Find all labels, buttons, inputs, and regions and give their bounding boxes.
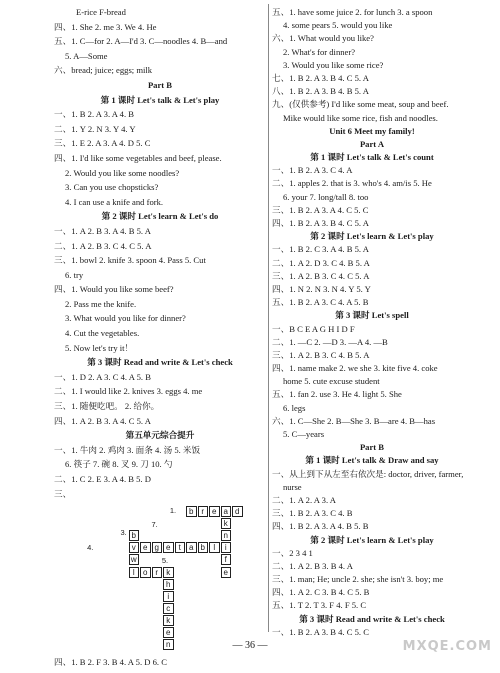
answer-line: home 5. cute excuse student	[283, 376, 380, 387]
watermark-logo: MXQE.COM	[402, 639, 492, 655]
crossword-cell: l	[129, 567, 140, 578]
answer-line: 4. Cut the vegetables.	[65, 328, 140, 339]
left-column	[54, 8, 266, 673]
part-heading: Part B	[359, 442, 385, 453]
answer-line: 三、1. bowl 2. knife 3. spoon 4. Pass 5. Cut	[54, 255, 206, 266]
answer-line: 五、1. T 2. T 3. F 4. F 5. C	[272, 600, 367, 611]
crossword-cell: k	[163, 615, 174, 626]
crossword-cell: e	[221, 567, 232, 578]
crossword-cell: t	[175, 542, 186, 553]
answer-line: 四、1. I'd like some vegetables and beef, please.	[54, 152, 222, 163]
crossword-cell: o	[140, 567, 151, 578]
answer-line: 二、1. A 2. B 3. B 4. A	[272, 560, 353, 571]
section-heading: 第 1 课时 Let's talk & Draw and say	[305, 455, 439, 466]
crossword-cell: i	[163, 591, 174, 602]
answer-line: 五、1. B 2. A 3. C 4. A 5. B	[272, 297, 369, 308]
crossword-cell: g	[152, 542, 163, 553]
section-heading: 第 2 课时 Let's learn & Let's play	[310, 231, 434, 242]
crossword-cell: b	[198, 542, 209, 553]
answer-line: 八、1. B 2. A 3. B 4. B 5. A	[272, 86, 369, 97]
answer-line: 二、1. A 2. A 3. A	[272, 494, 336, 505]
crossword-grid	[54, 504, 266, 658]
answer-line: 2. Pass me the knife.	[65, 298, 137, 309]
answer-line: 二、1. —C 2. —D 3. —A 4. —B	[272, 336, 388, 347]
answer-line: 三、1. E 2. A 3. A 4. D 5. C	[54, 138, 151, 149]
crossword-cell: d	[232, 506, 243, 517]
part-heading: Part B	[147, 79, 173, 90]
crossword-cell: l	[209, 542, 220, 553]
answer-line: 五、1. C—for 2. A—I'd 3. C—noodles 4. B—and	[54, 36, 228, 47]
answer-line: 二、1. I would like 2. knives 3. eggs 4. me	[54, 386, 203, 397]
section-heading: 第 2 课时 Let's learn & Let's play	[310, 534, 434, 545]
answer-line: 一、1. B 2. A 3. A 4. B	[54, 109, 134, 120]
crossword-cell: n	[163, 639, 174, 650]
section-heading: 第 3 课时 Let's spell	[335, 310, 409, 321]
page-number: — 36 —	[232, 640, 268, 651]
answer-line: 四、1. N 2. N 3. N 4. Y 5. Y	[272, 283, 371, 294]
answer-line: Mike would like some rice, fish and noodles.	[283, 112, 438, 123]
answer-line: nurse	[283, 481, 302, 492]
crossword-cell: a	[221, 506, 232, 517]
answer-line: 5. C—years	[283, 429, 325, 439]
answer-line: 3. Would you like some rice?	[283, 59, 384, 70]
crossword-cell: v	[129, 542, 140, 553]
clue-number: 4.	[87, 542, 94, 552]
crossword-cell: h	[163, 579, 174, 590]
answer-line: 一、1. A 2. B 3. A 4. B 5. A	[54, 225, 151, 236]
crossword-cell: w	[129, 554, 140, 565]
answer-line: 四、1. B 2. A 3. B 4. C 5. A	[272, 218, 369, 228]
crossword-cell: i	[221, 542, 232, 553]
answer-line: 四、1. She 2. me 3. We 4. He	[54, 21, 157, 32]
answer-line: 6. legs	[283, 402, 306, 413]
right-column	[272, 8, 472, 641]
answer-line: 四、1. B 2. A 3. A 4. B 5. B	[272, 521, 369, 532]
crossword-cell: a	[186, 542, 197, 553]
crossword-cell: f	[221, 554, 232, 565]
answer-line: 五、1. fan 2. use 3. He 4. light 5. She	[272, 389, 402, 400]
crossword-cell: k	[221, 518, 232, 529]
answer-line: 四、1. A 2. B 3. A 4. C 5. A	[54, 415, 151, 426]
answer-line: 4. I can use a knife and fork.	[65, 196, 164, 207]
answer-line: 三、1. A 2. B 3. C 4. B 5. A	[272, 349, 370, 360]
answer-line: 七、1. B 2. A 3. B 4. C 5. A	[272, 72, 369, 83]
answer-line: 二、1. A 2. B 3. C 4. C 5. A	[54, 240, 152, 251]
crossword-cell: k	[163, 567, 174, 578]
answer-line: 一、1. 牛肉 2. 鸡肉 3. 面条 4. 汤 5. 米饭	[54, 444, 201, 455]
answer-line: 五、1. have some juice 2. for lunch 3. a spoon	[272, 7, 433, 17]
crossword-cell: e	[163, 627, 174, 638]
answer-line: 六、1. What would you like?	[272, 33, 374, 44]
answer-line: 4. some pears 5. would you like	[283, 20, 393, 31]
answer-line: 一、1. B 2. A 3. B 4. C 5. C	[272, 626, 369, 637]
section-heading: 第 3 课时 Read and write & Let's check	[87, 357, 233, 368]
crossword-cell: e	[163, 542, 174, 553]
answer-line: 3. Can you use chopsticks?	[65, 182, 159, 193]
crossword-cell: r	[198, 506, 209, 517]
answer-line: 六、bread; juice; eggs; milk	[54, 65, 153, 76]
answer-line: 二、1. apples 2. that is 3. who's 4. am/is 5. He	[272, 178, 432, 189]
answer-line: 九、(仅供参考) I'd like some meat, soup and beef.	[272, 99, 449, 110]
answer-line: 二、1. A 2. D 3. C 4. B 5. A	[272, 257, 370, 268]
answer-line: 一、B C E A G H I D F	[272, 323, 355, 334]
answer-line: 2. What's for dinner?	[283, 46, 356, 57]
crossword-cell: b	[129, 530, 140, 541]
answer-line: 二、1. C 2. E 3. A 4. B 5. D	[54, 474, 151, 484]
answer-line: 3. What would you like for dinner?	[65, 313, 186, 324]
answer-line: 一、1. B 2. A 3. C 4. A	[272, 165, 353, 176]
answer-line: 一、从上到下从左至右依次是: doctor, driver, farmer,	[272, 468, 464, 479]
crossword-cell: n	[221, 530, 232, 541]
answer-line: 2. Would you like some noodles?	[65, 167, 180, 178]
section-heading: 第 1 课时 Let's talk & Let's play	[100, 94, 220, 105]
answer-line: 三、1. B 2. A 3. C 4. B	[272, 508, 353, 519]
answer-line: 三、1. 随便吃吧。 2. 给你。	[54, 401, 160, 412]
crossword-cell: b	[186, 506, 197, 517]
answer-line: 三、1. B 2. A 3. A 4. C 5. C	[272, 204, 369, 215]
clue-number: 3.	[120, 528, 127, 538]
part-heading: Part A	[359, 138, 385, 149]
answer-line: 6. 筷子 7. 碗 8. 叉 9. 刀 10. 勺	[65, 459, 173, 470]
section-heading: 第 2 课时 Let's learn & Let's do	[101, 211, 219, 222]
answer-line: 六、1. C—She 2. B—She 3. B—are 4. B—has	[272, 415, 436, 426]
answer-line: E-rice F-bread	[76, 7, 126, 17]
section-heading: 第 3 课时 Read and write & Let's check	[299, 613, 445, 624]
crossword-cell: r	[152, 567, 163, 578]
section-heading: Unit 6 Meet my family!	[329, 125, 415, 136]
answer-line: 四、1. B 2. F 3. B 4. A 5. D 6. C	[54, 657, 167, 668]
crossword-cell: c	[163, 603, 174, 614]
section-heading: 第五单元综合提升	[125, 430, 195, 441]
answer-line: 5. A—Some	[65, 50, 108, 61]
crossword-cell: e	[140, 542, 151, 553]
answer-line: 5. Now let's try it！	[65, 342, 134, 353]
answer-line: 一、2 3 4 1	[272, 547, 313, 558]
answer-line: 三、	[54, 488, 72, 499]
answer-line: 6. try	[65, 269, 84, 280]
answer-line: 6. your 7. long/tall 8. too	[283, 191, 369, 202]
answer-line: 三、1. A 2. B 3. C 4. C 5. A	[272, 270, 370, 281]
answer-line: 一、1. B 2. C 3. A 4. B 5. A	[272, 244, 369, 255]
clue-number: 5.	[161, 555, 169, 565]
crossword-cell: e	[209, 506, 220, 517]
clue-number: 1.	[169, 506, 177, 516]
column-divider	[268, 4, 269, 632]
answer-line: 二、1. Y 2. N 3. Y 4. Y	[54, 123, 136, 134]
answer-line: 三、1. man; He; uncle 2. she; she isn't 3. boy; me	[272, 574, 444, 585]
answer-line: 一、1. D 2. A 3. C 4. A 5. B	[54, 371, 151, 382]
section-heading: 第 1 课时 Let's talk & Let's count	[310, 152, 434, 163]
answer-line: 四、1. A 2. C 3. B 4. C 5. B	[272, 587, 370, 598]
answer-line: 四、1. Would you like some beef?	[54, 284, 174, 295]
answer-line: 四、1. name make 2. we she 3. kite five 4. coke	[272, 363, 438, 374]
clue-number: 7.	[151, 519, 158, 529]
